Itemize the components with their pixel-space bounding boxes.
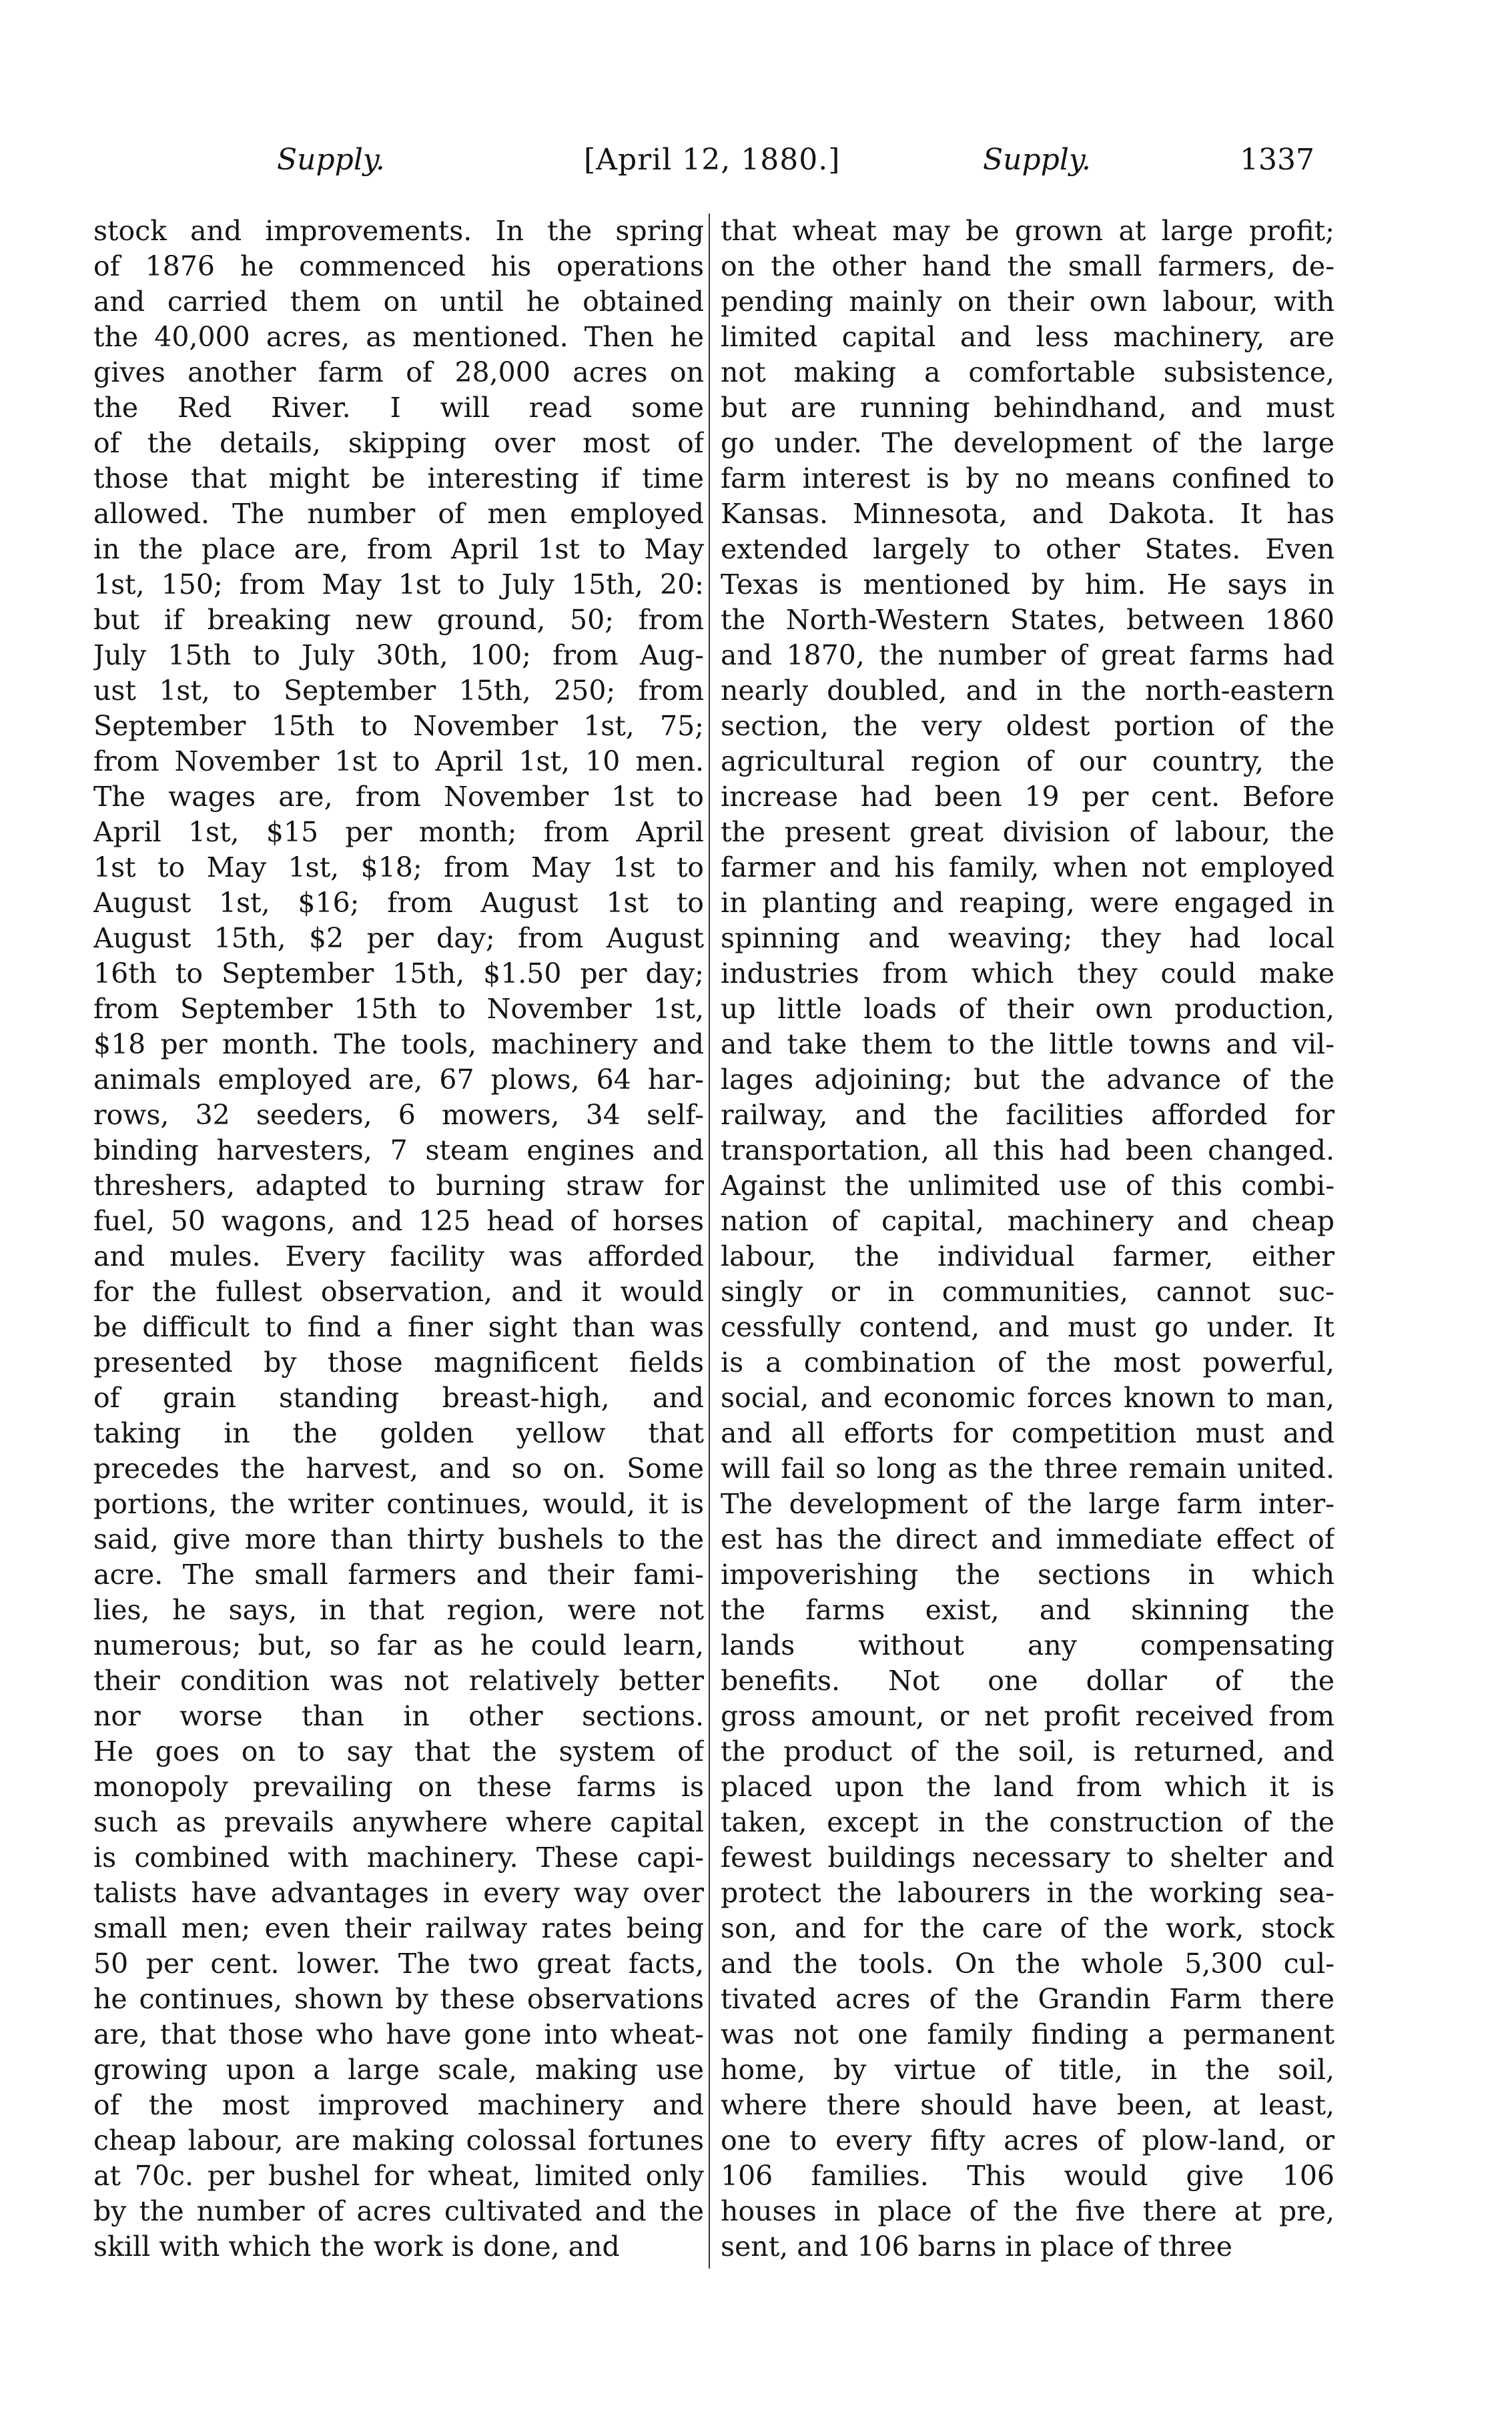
text-line: labour, the individual farmer, either (721, 1240, 1335, 1272)
text-line: is combined with machinery. These capi- (93, 1842, 704, 1874)
text-line: 1st, 150; from May 1st to July 15th, 20: (93, 568, 704, 600)
text-line: growing upon a large scale, making use (93, 2054, 704, 2086)
text-line: Texas is mentioned by him. He says in (721, 568, 1335, 600)
text-line: farmer and his family, when not employed (721, 851, 1335, 883)
text-line: benefits. Not one dollar of the (721, 1665, 1335, 1697)
text-line: July 15th to July 30th, 100; from Aug- (93, 639, 704, 671)
text-line: is a combination of the most powerful, (721, 1346, 1335, 1378)
text-line: the North-Western States, between 1860 (721, 604, 1335, 636)
text-line: the product of the soil, is returned, and (721, 1735, 1335, 1767)
text-line: 50 per cent. lower. The two great facts, (93, 1948, 704, 1980)
text-line: those that might be interesting if time (93, 462, 704, 494)
text-line: and 1870, the number of great farms had (721, 639, 1335, 671)
text-line: impoverishing the sections in which (721, 1559, 1335, 1591)
text-line: gross amount, or net profit received from (721, 1700, 1335, 1732)
text-line: acre. The small farmers and their fami- (93, 1559, 704, 1591)
text-line: lies, he says, in that region, were not (93, 1594, 704, 1626)
text-line: small men; even their railway rates being (93, 1912, 704, 1944)
text-line: cheap labour, are making colossal fortunes (93, 2124, 704, 2156)
text-line: go under. The development of the large (721, 427, 1335, 459)
text-line: but if breaking new ground, 50; from (93, 604, 704, 636)
running-title-left: Supply. (277, 143, 385, 177)
text-line: social, and economic forces known to man, (721, 1382, 1335, 1414)
text-line: section, the very oldest portion of the (721, 710, 1335, 742)
text-line: 106 families. This would give 106 (721, 2160, 1335, 2192)
text-line: animals employed are, 67 plows, 64 har- (93, 1064, 704, 1096)
text-line: pending mainly on their own labour, with (721, 286, 1335, 318)
text-line: son, and for the care of the work, stock (721, 1912, 1335, 1944)
text-line: the farms exist, and skinning the (721, 1594, 1335, 1626)
text-line: increase had been 19 per cent. Before (721, 781, 1335, 813)
text-line: He goes on to say that the system of (93, 1735, 704, 1767)
text-line: said, give more than thirty bushels to the (93, 1523, 704, 1555)
text-line: August 1st, $16; from August 1st to (93, 887, 704, 919)
text-line: and mules. Every facility was afforded (93, 1240, 704, 1272)
text-line: taken, except in the construction of the (721, 1806, 1335, 1838)
text-line: limited capital and less machinery, are (721, 321, 1335, 353)
text-line: and the tools. On the whole 5,300 cul- (721, 1948, 1335, 1980)
text-line: the 40,000 acres, as mentioned. Then he (93, 321, 704, 353)
text-line: threshers, adapted to burning straw for (93, 1170, 704, 1202)
text-line: est has the direct and immediate effect of (721, 1523, 1335, 1555)
text-line: of 1876 he commenced his operations (93, 250, 704, 282)
text-line: not making a comfortable subsistence, (721, 356, 1335, 388)
column-divider (709, 214, 710, 2269)
text-line: nearly doubled, and in the north-eastern (721, 675, 1335, 707)
text-line: by the number of acres cultivated and the (93, 2195, 704, 2227)
text-line: in planting and reaping, were engaged in (721, 887, 1335, 919)
text-line: railway, and the facilities afforded for (721, 1099, 1335, 1131)
text-line: from September 15th to November 1st, (93, 993, 704, 1025)
text-line: protect the labourers in the working sea- (721, 1877, 1335, 1909)
text-line: on the other hand the small farmers, de- (721, 250, 1335, 282)
text-line: nor worse than in other sections. (93, 1700, 704, 1732)
text-line: April 1st, $15 per month; from April (93, 816, 704, 848)
text-line: cessfully contend, and must go under. It (721, 1311, 1335, 1343)
text-line: where there should have been, at least, (721, 2089, 1335, 2121)
text-line: was not one family finding a permanent (721, 2018, 1335, 2050)
text-line: lages adjoining; but the advance of the (721, 1064, 1335, 1096)
text-line: one to every fifty acres of plow-land, or (721, 2124, 1335, 2156)
text-line: and carried them on until he obtained (93, 286, 704, 318)
header-date: [April 12, 1880.] (584, 143, 841, 177)
right-column (721, 214, 1335, 2265)
text-line: agricultural region of our country, the (721, 745, 1335, 777)
text-line: of the most improved machinery and (93, 2089, 704, 2121)
text-line: will fail so long as the three remain united. (721, 1453, 1335, 1485)
text-line: from November 1st to April 1st, 10 men. (93, 745, 704, 777)
text-line: for the fullest observation, and it would (93, 1276, 704, 1308)
text-line: spinning and weaving; they had local (721, 922, 1335, 954)
text-line: are, that those who have gone into wheat- (93, 2018, 704, 2050)
text-line: houses in place of the five there at pre, (721, 2195, 1335, 2227)
text-line: $18 per month. The tools, machinery and (93, 1028, 704, 1060)
text-line: talists have advantages in every way over (93, 1877, 704, 1909)
text-line: at 70c. per bushel for wheat, limited only (93, 2160, 704, 2192)
text-line: placed upon the land from which it is (721, 1771, 1335, 1803)
text-line: fewest buildings necessary to shelter and (721, 1842, 1335, 1874)
text-line: Against the unlimited use of this combi- (721, 1170, 1335, 1202)
text-line: The wages are, from November 1st to (93, 781, 704, 813)
text-line: taking in the golden yellow that (93, 1417, 704, 1449)
text-line: 1st to May 1st, $18; from May 1st to (93, 851, 704, 883)
text-line: the present great division of labour, the (721, 816, 1335, 848)
text-line: monopoly prevailing on these farms is (93, 1771, 704, 1803)
text-line: The development of the large farm inter- (721, 1488, 1335, 1520)
text-line: but are running behindhand, and must (721, 392, 1335, 424)
text-line: gives another farm of 28,000 acres on (93, 356, 704, 388)
text-line: stock and improvements. In the spring (93, 215, 704, 247)
left-column (93, 214, 704, 2265)
text-line: precedes the harvest, and so on. Some (93, 1453, 704, 1485)
text-line: farm interest is by no means confined to (721, 462, 1335, 494)
text-line: August 15th, $2 per day; from August (93, 922, 704, 954)
text-line: numerous; but, so far as he could learn, (93, 1629, 704, 1661)
text-line: and take them to the little towns and vil- (721, 1028, 1335, 1060)
text-line: Kansas. Minnesota, and Dakota. It has (721, 498, 1335, 530)
text-line: nation of capital, machinery and cheap (721, 1205, 1335, 1237)
text-line: such as prevails anywhere where capital (93, 1806, 704, 1838)
text-line: ust 1st, to September 15th, 250; from (93, 675, 704, 707)
text-line: presented by those magnificent fields (93, 1346, 704, 1378)
text-line: and all efforts for competition must and (721, 1417, 1335, 1449)
text-line: 16th to September 15th, $1.50 per day; (93, 957, 704, 989)
text-line: of grain standing breast-high, and (93, 1382, 704, 1414)
page-header (93, 137, 1341, 183)
text-line: tivated acres of the Grandin Farm there (721, 1983, 1335, 2015)
text-line: industries from which they could make (721, 957, 1335, 989)
text-line: lands without any compensating (721, 1629, 1335, 1661)
text-line: he continues, shown by these observations (93, 1983, 704, 2015)
text-line: in the place are, from April 1st to May (93, 533, 704, 565)
text-line: rows, 32 seeders, 6 mowers, 34 self- (93, 1099, 704, 1131)
text-line: skill with which the work is done, and (93, 2231, 620, 2263)
text-line: the Red River. I will read some (93, 392, 704, 424)
text-line: home, by virtue of title, in the soil, (721, 2054, 1335, 2086)
page-number: 1337 (1240, 143, 1314, 177)
text-line: September 15th to November 1st, 75; (93, 710, 704, 742)
running-title-right: Supply. (983, 143, 1091, 177)
text-line: be difficult to find a finer sight than was (93, 1311, 704, 1343)
text-line: up little loads of their own production, (721, 993, 1335, 1025)
text-line: portions, the writer continues, would, it is (93, 1488, 704, 1520)
text-line: that wheat may be grown at large profit; (721, 215, 1335, 247)
text-line: singly or in communities, cannot suc- (721, 1276, 1335, 1308)
text-line: of the details, skipping over most of (93, 427, 704, 459)
text-line: their condition was not relatively better (93, 1665, 704, 1697)
text-line: transportation, all this had been changed. (721, 1134, 1335, 1166)
text-line: sent, and 106 barns in place of three (721, 2231, 1232, 2263)
text-line: binding harvesters, 7 steam engines and (93, 1134, 704, 1166)
text-line: allowed. The number of men employed (93, 498, 704, 530)
text-line: fuel, 50 wagons, and 125 head of horses (93, 1205, 704, 1237)
text-line: extended largely to other States. Even (721, 533, 1335, 565)
